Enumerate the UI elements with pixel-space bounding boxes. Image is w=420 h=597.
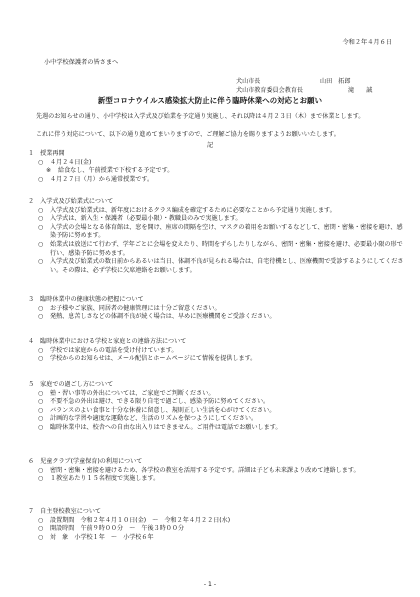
- bullet-mark: ○: [38, 533, 44, 541]
- bullet-mark: ○: [38, 158, 44, 166]
- list-item-text: ４月２７日（月）から通常授業です。: [50, 175, 154, 183]
- list-item-text: バランスのよい食事と十分な休養に留意し、規則正しい生活を心がけてください。: [50, 406, 276, 414]
- bullet-mark: ○: [38, 304, 44, 312]
- list-item: [38, 241, 408, 258]
- bullet-mark: ※: [46, 167, 52, 175]
- section: [28, 338, 408, 364]
- list-item-text: 学校では家庭からの電話を受け付けています。: [50, 346, 178, 354]
- list-item-text: 不要不急の外出は避け、できる限り自宅で過ごし、感染予防に努めてください。: [50, 398, 270, 406]
- list-item-text: 入学式の会場となる体育館は、窓を開け、座席の間隔を空け、マスクの着用をお願いするなどして、密閉・密集・密接を避け、感染予防に努めます。: [50, 223, 403, 240]
- list-item-text: 塾・習い事等の外出については、ご家庭でご判断ください。: [50, 389, 215, 397]
- section: [28, 381, 408, 433]
- list-item: [38, 305, 408, 314]
- list-item-text: 開設時間 午前９時００分 ～ 午後３時００分: [50, 525, 185, 533]
- ki-heading: 記: [206, 142, 214, 149]
- intro-paragraph: 先週のお知らせの通り、小中学校は入学式及び始業を予定通り実施し、それ以降は４月２３日（木）まで休業とします。: [36, 113, 365, 120]
- bullet-mark: ○: [38, 223, 44, 231]
- bullet-mark: ○: [38, 215, 44, 223]
- list-item: [38, 159, 408, 168]
- section-heading: １ 授業再開: [28, 150, 65, 157]
- list-item-text: 設置期間 令和２年４月１０日(金) ～ 令和２年４月２２日(水): [50, 516, 231, 524]
- bullet-mark: ○: [38, 206, 44, 214]
- section: [28, 508, 408, 542]
- bullet-mark: ○: [38, 389, 44, 397]
- list-item-text: 発熱、息苦しさなどの体調不良が続く場合は、早めに医療機関をご受診ください。: [50, 313, 276, 321]
- list-item-text: 計画的な学習や適度な運動など、生活のリズムを保つようにしてください。: [50, 415, 258, 423]
- list-item: [38, 258, 408, 275]
- list-item: [38, 355, 408, 364]
- list-item: [38, 424, 408, 433]
- list-item: [38, 517, 408, 526]
- bullet-mark: ○: [38, 466, 44, 474]
- list-item-text: 入学式は、新入生・保護者（必要最小限）・教職員のみで実施します。: [50, 215, 242, 223]
- list-item-text: 密閉・密集・密接を避けるため、各学校の教室を活用する予定です。詳細は子ども未来課より改めて連絡します。: [50, 466, 360, 474]
- sender-name: 山田 拓郎: [320, 78, 351, 85]
- page-number: - 1 -: [203, 581, 217, 588]
- list-item: [38, 347, 408, 356]
- list-item: [38, 224, 408, 241]
- section-heading: ７ 自主登校教室について: [28, 508, 102, 515]
- list-item-text: １教室あたり１５名程度で実施します。: [50, 475, 160, 483]
- list-item: [38, 313, 408, 322]
- list-item: [38, 415, 408, 424]
- section: [28, 296, 408, 322]
- list-item-text: 臨時休業中は、校舎への自由な出入りはできません。ご用件は電話でお願いします。: [50, 423, 282, 431]
- list-item: [38, 467, 408, 476]
- bullet-mark: ○: [38, 406, 44, 414]
- document-date: 令和２年４月６日: [342, 39, 392, 46]
- bullet-mark: ○: [38, 313, 44, 321]
- section-heading: ３ 臨時休業中の健康状態の把握について: [28, 296, 144, 303]
- list-item-text: お子様やご家族、同居者の健康管理には十分ご留意ください。: [50, 304, 221, 312]
- list-item: [38, 525, 408, 534]
- sender-title: 犬山市長: [236, 78, 261, 85]
- list-item: [38, 167, 408, 176]
- bullet-mark: ○: [38, 415, 44, 423]
- list-item: [38, 207, 408, 216]
- list-item: [38, 390, 408, 399]
- bullet-mark: ○: [38, 398, 44, 406]
- bullet-mark: ○: [38, 355, 44, 363]
- bullet-mark: ○: [38, 175, 44, 183]
- section: [28, 458, 408, 484]
- list-item: [38, 475, 408, 484]
- sender-title: 犬山市教育委員会教育長: [236, 87, 304, 94]
- list-item: [38, 176, 408, 185]
- bullet-mark: ○: [38, 475, 44, 483]
- bullet-mark: ○: [38, 525, 44, 533]
- bullet-mark: ○: [38, 240, 44, 248]
- list-item: [38, 398, 408, 407]
- list-item-text: ４月２４日(金): [50, 158, 92, 166]
- section: [28, 150, 408, 184]
- list-item-text: 学校からのお知らせは、メール配信とホームページにて情報を提供します。: [50, 355, 257, 363]
- bullet-mark: ○: [38, 423, 44, 431]
- intro-paragraph: これに伴う対応について、以下の通り進めてまいりますので、ご理解ご協力を賜りますようお願いいたします。: [36, 131, 340, 138]
- section-heading: ２ 入学式及び始業式について: [28, 198, 114, 205]
- addressee: 小中学校保護者の皆さまへ: [44, 59, 119, 66]
- list-item-text: 対 象 小学校１年 ～ 小学校６年: [50, 533, 154, 541]
- section-heading: ５ 家庭での過ごし方について: [28, 381, 114, 388]
- list-item: [38, 215, 408, 224]
- document-title: 新型コロナウイルス感染拡大防止に伴う臨時休業への対応とお願い: [97, 96, 323, 105]
- bullet-mark: ○: [38, 346, 44, 354]
- list-item: [38, 534, 408, 543]
- bullet-mark: ○: [38, 258, 44, 266]
- section-heading: ６ 児童クラブ(学童保育)の利用について: [28, 458, 143, 465]
- section: [28, 198, 408, 275]
- list-item-text: 給食なし、午前授業で下校する予定です。: [58, 167, 174, 175]
- list-item-text: 始業式は放送にて行わず、学年ごとに会場を変えたり、時間をずらしたりしながら、密閉・密集・密接を避け、必要最小限の形で行い、感染予防に努めます。: [50, 240, 403, 257]
- list-item-text: 入学式及び始業式の数日前からあるいは当日、体調不良が見られる場合は、自宅待機とし、医療機関で受診するようにしてください。その際は、必ず学校に欠席連絡をお願いします。: [50, 258, 404, 274]
- section-heading: ４ 臨時休業中における学校と家庭との連絡方法について: [28, 338, 187, 345]
- sender-name: 滝 誠: [348, 87, 373, 94]
- list-item-text: 入学式及び始業式は、新年度におけるクラス編成を確定するために必要なことから予定通り実施します。: [50, 206, 336, 214]
- bullet-mark: ○: [38, 516, 44, 524]
